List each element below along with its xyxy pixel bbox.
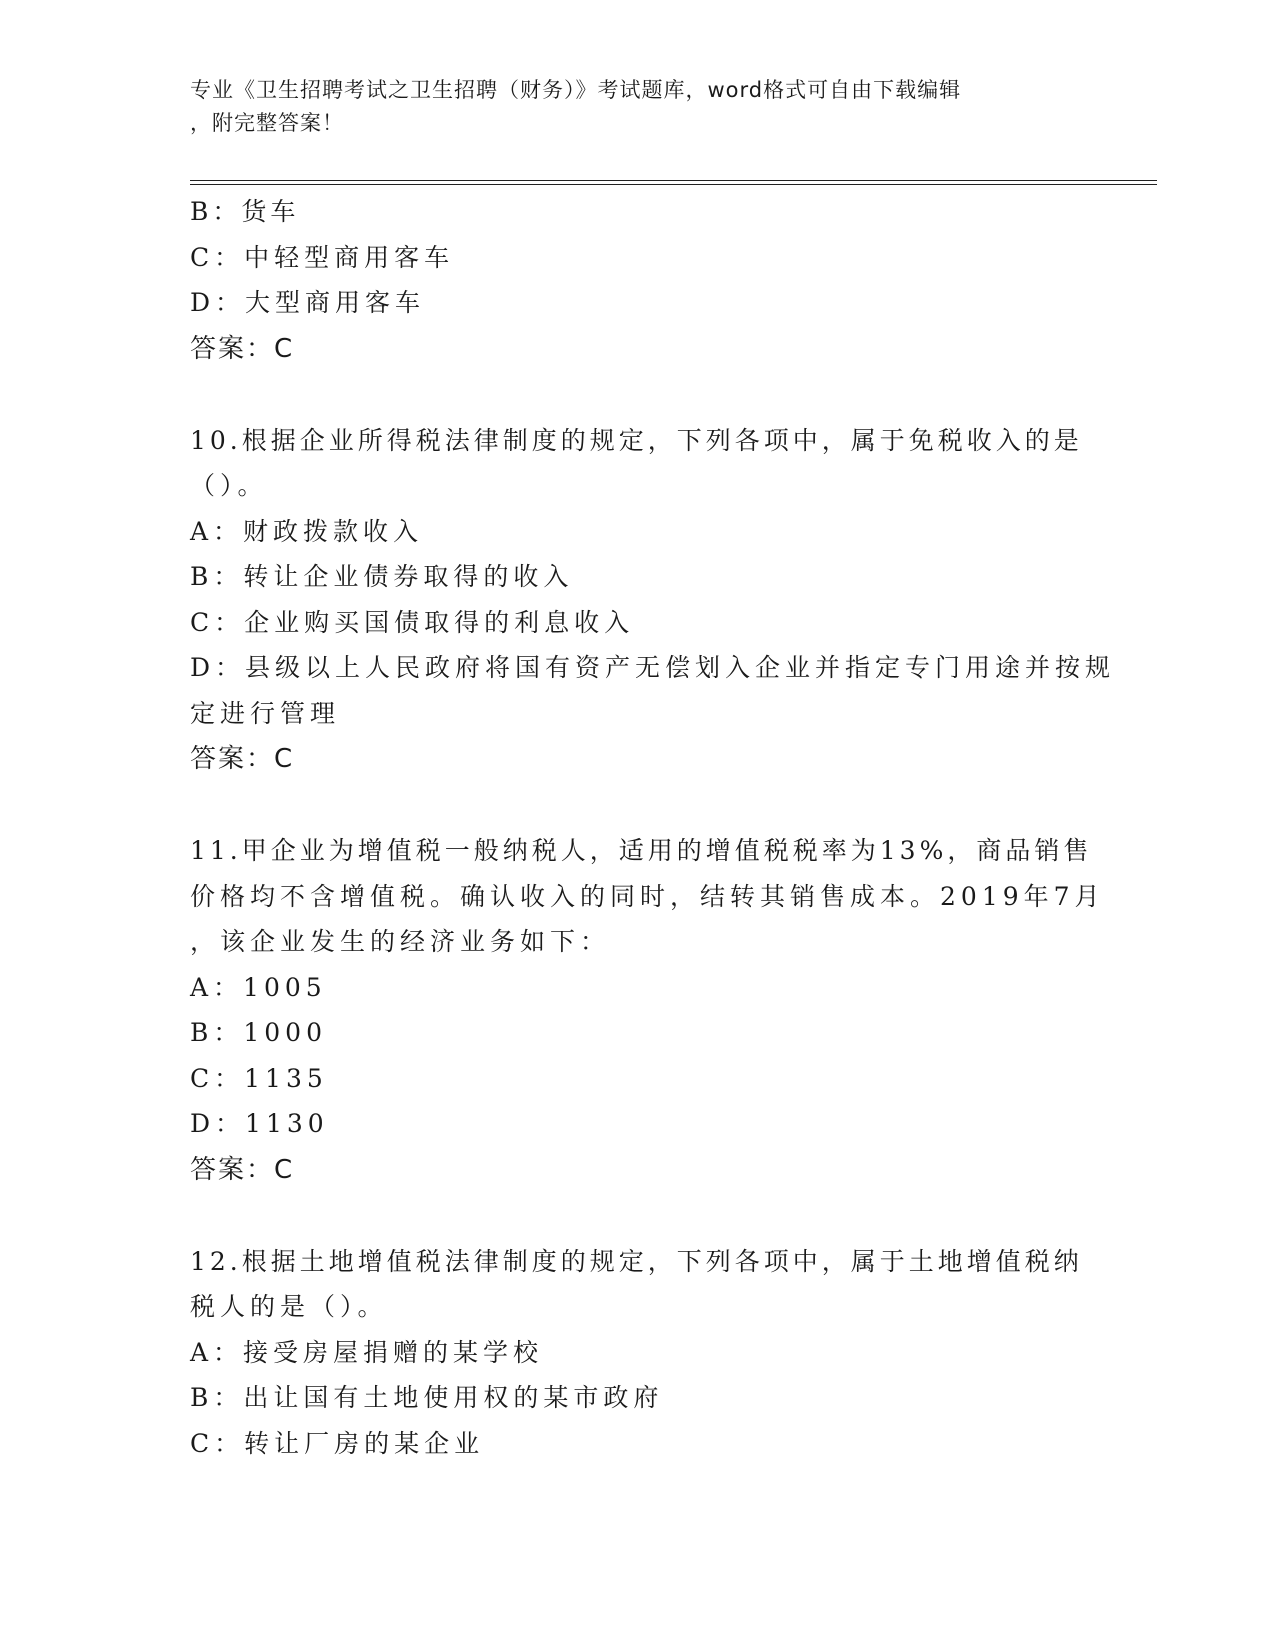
option-d: D：1130 xyxy=(190,1109,329,1138)
answer-line: 答案：C xyxy=(190,333,295,364)
question-stem-line-2: （）。 xyxy=(190,471,268,500)
option-a: A：接受房屋捐赠的某学校 xyxy=(190,1337,544,1367)
header-line-2: ，附完整答案！ xyxy=(190,111,344,135)
spacer xyxy=(190,782,1090,828)
option-c: C：中轻型商用客车 xyxy=(190,242,455,272)
option-b: B：1000 xyxy=(190,1018,327,1047)
question-9-continued xyxy=(190,189,1090,372)
question-stem-line-2: 税人的是（）。 xyxy=(190,1292,388,1321)
option-a: A：财政拨款收入 xyxy=(190,516,424,546)
question-stem-line-2: 价格均不含增值税。确认收入的同时，结转其销售成本。2019年7月 xyxy=(190,881,1105,911)
option-a: A：1005 xyxy=(190,972,327,1002)
option-b: B：转让企业债券取得的收入 xyxy=(190,562,574,591)
document-body xyxy=(190,189,1116,1466)
spacer xyxy=(190,372,1090,418)
option-d: D：大型商用客车 xyxy=(190,288,426,317)
question-stem-line-1: 12.根据土地增值税法律制度的规定，下列各项中，属于土地增值税纳 xyxy=(190,1246,1083,1276)
answer-line: 答案：C xyxy=(190,1154,295,1185)
question-12 xyxy=(190,1239,1090,1467)
option-d-continued: 定进行管理 xyxy=(190,698,341,728)
option-c: C：企业购买国债取得的利息收入 xyxy=(190,607,635,637)
spacer xyxy=(190,1193,1090,1239)
option-b: B：出让国有土地使用权的某市政府 xyxy=(190,1383,664,1412)
header-divider-top xyxy=(190,180,1157,181)
option-c: C：1135 xyxy=(190,1063,328,1093)
header-divider-bottom xyxy=(190,184,1157,185)
question-stem-line-1: 11.甲企业为增值税一般纳税人，适用的增值税税率为13%，商品销售 xyxy=(190,836,1093,865)
question-11 xyxy=(190,828,1105,1193)
question-stem-line-3: ，该企业发生的经济业务如下： xyxy=(190,927,611,956)
answer-line: 答案：C xyxy=(190,744,295,774)
question-10 xyxy=(190,418,1116,783)
option-d: D：县级以上人民政府将国有资产无偿划入企业并指定专门用途并按规 xyxy=(190,653,1116,682)
option-b: B：货车 xyxy=(190,197,300,226)
question-stem-line-1: 10.根据企业所得税法律制度的规定，下列各项中，属于免税收入的是 xyxy=(190,425,1083,455)
header-line-1: 专业《卫生招聘考试之卫生招聘（财务）》考试题库，word格式可自由下载编辑 xyxy=(190,78,962,102)
page-header xyxy=(190,74,1070,140)
option-c: C：转让厂房的某企业 xyxy=(190,1428,485,1458)
